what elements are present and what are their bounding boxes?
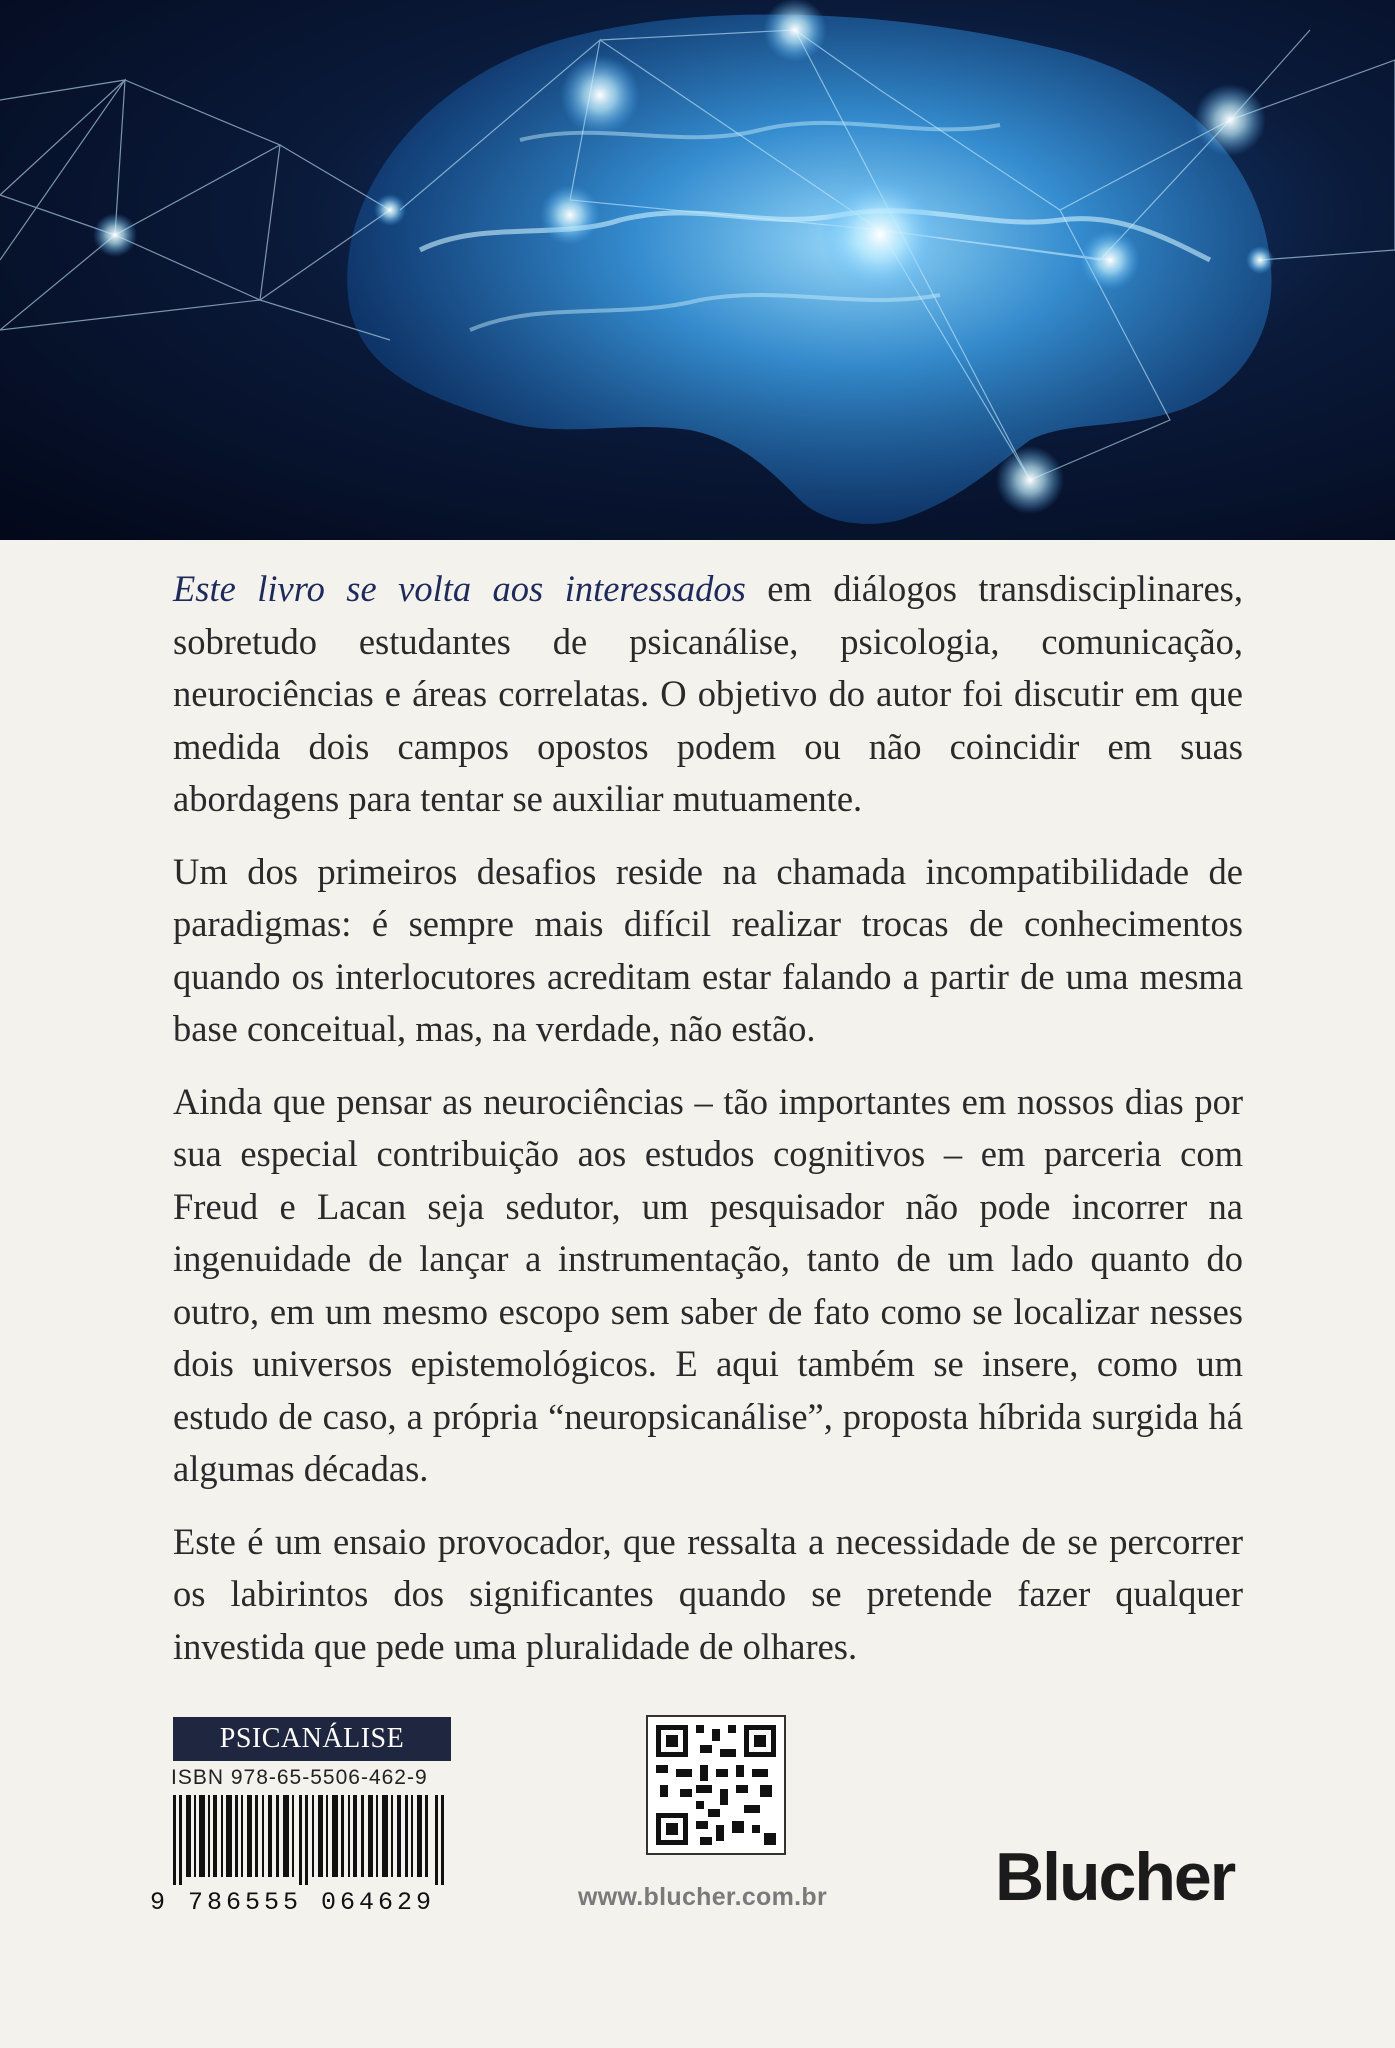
qr-code[interactable] xyxy=(646,1715,786,1855)
blurb-paragraph-3: Ainda que pensar as neurociências – tão importantes em nossos dias por sua especial contribuição aos estudos cognitivos – em parceria com Freud e Lacan seja sedutor, um pesquisador não pode incorrer na ingenuidade de lançar a instrumentação, tanto de um lado quanto do outro, em um mesmo escopo sem saber de fato como se localizar nesses dois universos epistemológicos. E aqui também se insere, como um estudo de caso, a própria “neuropsicanálise”, proposta híbrida surgida há algumas décadas. xyxy=(173,1080,1243,1489)
blurb-paragraph-1-rest: em diálogos transdisciplinares, sobretudo estudantes de psicanálise, psicologia, comunicação, neurociências e áreas correlatas. O objetivo do autor foi discutir em que medida dois campos opostos podem ou não coincidir em suas abordagens para tentar se auxiliar mutuamente. xyxy=(173,568,1243,819)
blurb-paragraph-1 xyxy=(173,563,1243,826)
category-label: PSICANÁLISE xyxy=(173,1717,451,1761)
publisher-website[interactable]: www.blucher.com.br xyxy=(578,1883,827,1911)
barcode-digits: 9 786555 064629 xyxy=(150,1888,436,1917)
qr-code-icon xyxy=(656,1725,776,1845)
cover-brain-illustration xyxy=(0,0,1395,540)
back-cover-blurb xyxy=(173,563,1243,1693)
publisher-logo: Blucher xyxy=(995,1839,1235,1915)
blurb-paragraph-2: Um dos primeiros desafios reside na chamada incompatibilidade de paradigmas: é sempre mais difícil realizar trocas de conhecimentos quando os interlocutores acreditam estar falando a partir de uma mesma base conceitual, mas, na verdade, não estão. xyxy=(173,850,1243,1049)
isbn-text: ISBN 978-65-5506-462-9 xyxy=(171,1766,428,1789)
blurb-lead-phrase: Este livro se volta aos interessados xyxy=(173,568,746,609)
blurb-paragraph-4: Este é um ensaio provocador, que ressalta a necessidade de se percorrer os labirintos dos significantes quando se pretende fazer qualquer investida que pede uma pluralidade de olhares. xyxy=(173,1520,1243,1667)
isbn-barcode xyxy=(173,1795,451,1885)
brain-network-graphic xyxy=(0,0,1395,540)
